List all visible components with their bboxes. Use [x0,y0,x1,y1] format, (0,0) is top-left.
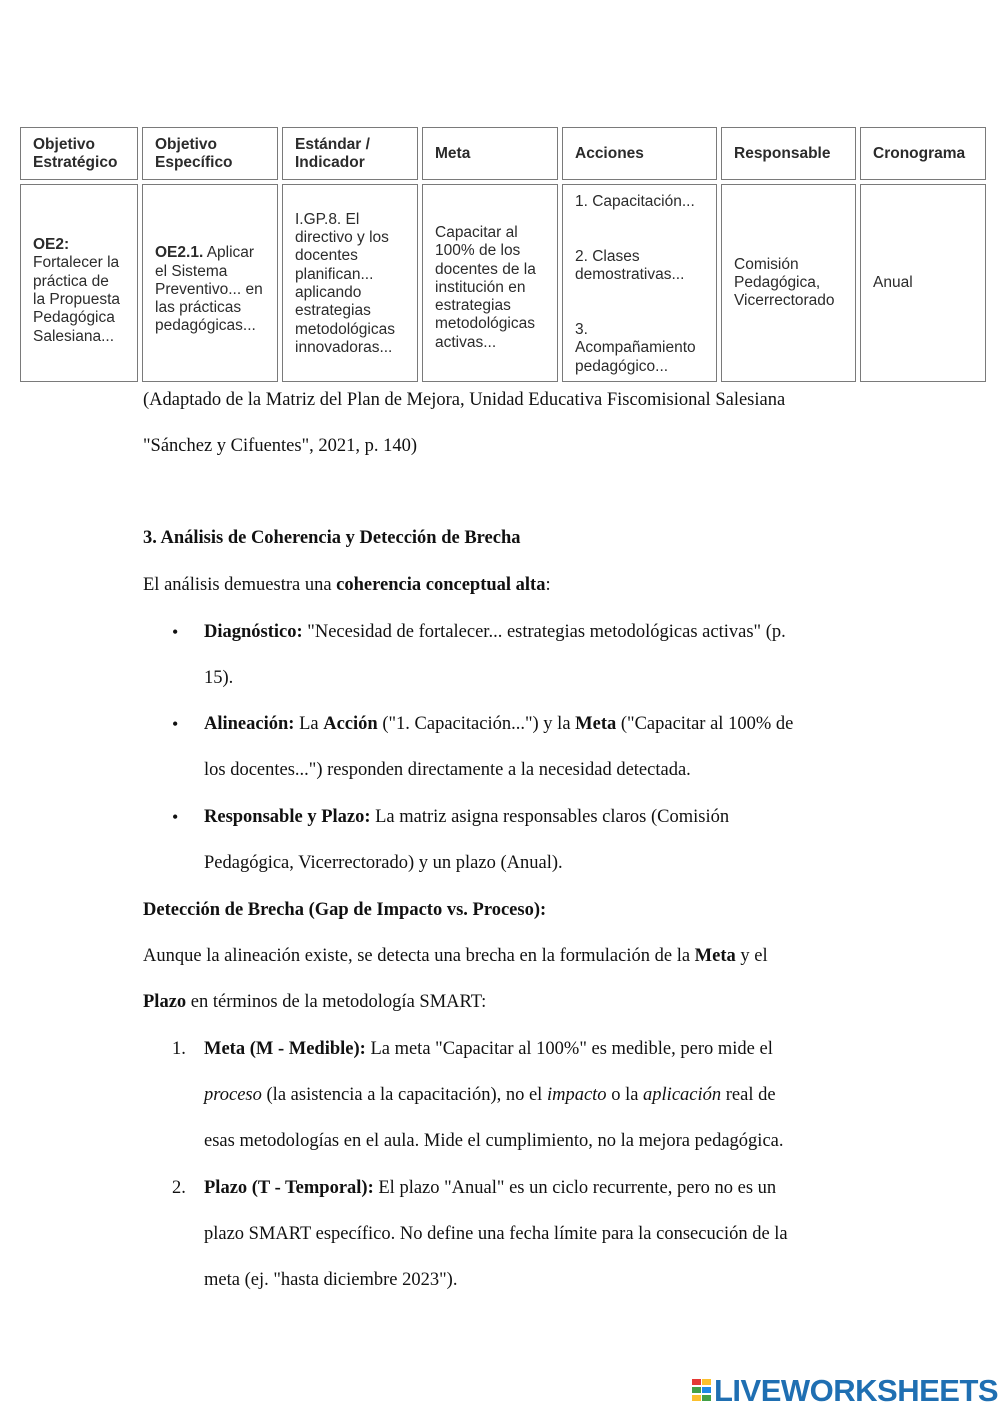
cell-indicador [282,184,418,382]
list-number-2: 2. [172,1178,186,1198]
logo-text: LIVEWORKSHEETS [714,1373,999,1408]
bullet-diagnostico-cont: 15). [204,668,234,688]
header-estandar-indicador: Estándar / Indicador [282,127,418,180]
bullet-responsable: Responsable y Plazo: La matriz asigna responsables claros (Comisión [204,807,730,827]
action-3: 3. Acompañamiento pedagógico... [575,321,696,375]
plan-matrix-table [20,127,986,382]
header-objetivo-estrategico: Objetivo Estratégico [20,127,138,180]
cell-objetivo-especifico [142,184,278,382]
item-plazo-line-3: meta (ej. "hasta diciembre 2023"). [204,1270,458,1290]
item-meta-line-3: esas metodologías en el aula. Mide el cumplimiento, no la mejora pedagógica. [204,1131,784,1151]
cell-cronograma [860,184,986,382]
bullet-responsable-cont: Pedagógica, Vicerrectorado) y un plazo (Anual). [204,853,563,873]
header-responsable: Responsable [721,127,856,180]
action-2: 2. Clases demostrativas... [575,248,685,284]
action-1: 1. Capacitación... [575,193,695,210]
oe-specific-label: OE2.1. [155,244,204,262]
header-acciones: Acciones [562,127,717,180]
bullet-alineacion-cont: los docentes...") responden directamente a la necesidad detectada. [204,760,691,780]
liveworksheets-logo [692,1374,998,1408]
header-cronograma: Cronograma [860,127,986,180]
cell-meta [422,184,558,382]
goal-text: Capacitar al 100% de los docentes de la institución en estrategias metodológicas activas... [435,223,536,351]
gap-title: Detección de Brecha (Gap de Impacto vs. Proceso): [143,900,547,920]
item-meta-line-1: Meta (M - Medible): La meta "Capacitar al 100%" es medible, pero mide el [204,1039,773,1059]
header-meta: Meta [422,127,558,180]
oe-specific-text: Aplicar el Sistema Preventivo... en las prácticas pedagógicas... [155,244,263,335]
item-plazo-line-2: plazo SMART específico. No define una fecha límite para la consecución de la [204,1224,788,1244]
bullet-marker: • [172,622,179,642]
responsible-text: Comisión Pedagógica, Vicerrectorado [734,255,835,310]
caption-line-1: (Adaptado de la Matriz del Plan de Mejora, Unidad Educativa Fiscomisional Salesiana [143,390,786,410]
header-objetivo-especifico: Objetivo Específico [142,127,278,180]
bullet-diagnostico: Diagnóstico: "Necesidad de fortalecer... estrategias metodológicas activas" (p. [204,622,786,642]
item-meta-line-2: proceso (la asistencia a la capacitación), no el impacto o la aplicación real de [204,1085,776,1105]
caption-line-2: "Sánchez y Cifuentes", 2021, p. 140) [143,436,418,456]
gap-line-2: Plazo en términos de la metodología SMART: [143,992,487,1012]
indicator-text: I.GP.8. El directivo y los docentes planifican... aplicando estrategias metodológicas innovadoras... [295,210,395,356]
cell-responsable [721,184,856,382]
cell-objetivo-estrategico [20,184,138,382]
bullet-alineacion: Alineación: La Acción ("1. Capacitación...") y la Meta ("Capacitar al 100% de [204,714,794,734]
bullet-marker: • [172,714,179,734]
logo-mark-icon [692,1377,712,1405]
cell-acciones [562,184,717,382]
oe-label: OE2: [33,236,70,254]
list-number-1: 1. [172,1039,186,1059]
schedule-text: Anual [873,273,913,291]
section-intro: El análisis demuestra una coherencia conceptual alta: [143,575,551,595]
oe-text: Fortalecer la práctica de la Propuesta Pedagógica Salesiana... [33,254,121,345]
bullet-marker: • [172,807,179,827]
gap-line-1: Aunque la alineación existe, se detecta una brecha en la formulación de la Meta y el [143,946,768,966]
section-title: 3. Análisis de Coherencia y Detección de Brecha [143,528,521,548]
item-plazo-line-1: Plazo (T - Temporal): El plazo "Anual" es un ciclo recurrente, pero no es un [204,1178,777,1198]
